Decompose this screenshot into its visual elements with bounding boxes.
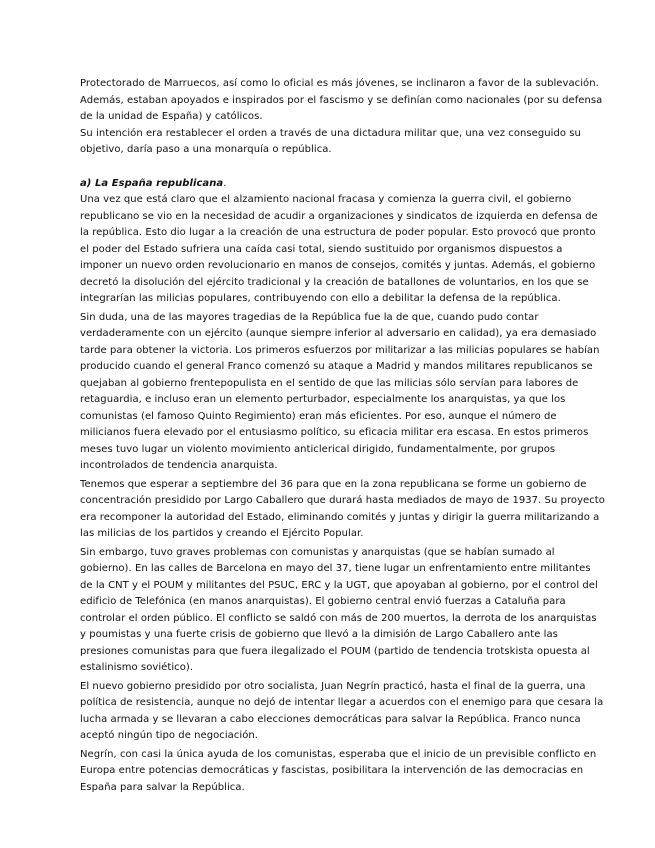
body-paragraph-1: Una vez que está claro que el alzamiento nacional fracasa y comienza la guerra civil, el gobierno republicano se vio en la necesidad de acudir a organizaciones y sindicatos de izquierda en defensa de la república. Esto dio lugar a la creación de una estructura de poder popular. Esto provocó que pronto el poder del Estado sufriera una caída casi total, siendo sustituido por organismos dispuestos a imponer un nuevo orden revolucionario en manos de consejos, comités y juntas. Además, el gobierno decretó la disolución del ejército tradicional y la creación de batallones de voluntarios, en los que se integrarían las milicias populares, contribuyendo con ello a debilitar la defensa de la república. — [80, 194, 598, 304]
section-heading-text: a) La España republicana — [80, 177, 224, 189]
section-heading — [80, 176, 605, 193]
body-paragraph-5: El nuevo gobierno presidido por otro socialista, Juan Negrín practicó, hasta el final de la guerra, una política de resistencia, aunque no dejó de intentar llegar a acuerdos con el enemigo para que cesara la lucha armada y se llevaran a cabo elecciones democráticas para salvar la República. Franco nunca aceptó ningún tipo de negociación. — [80, 680, 604, 741]
body-paragraph-4: Sin embargo, tuvo graves problemas con comunistas y anarquistas (que se habían sumado al gobierno). En las calles de Barcelona en mayo del 37, tiene lugar un enfrentamiento entre militantes de la CNT y el POUM y militantes del PSUC, ERC y la UGT, que apoyaban al gobierno, por el control del edificio de Telefónica (en manos anarquistas). El gobierno central envió fuerzas a Cataluña para controlar el orden público. El conflicto se saldó con más de 200 muertos, la derrota de los anarquistas y poumistas y una fuerte crisis de gobierno que llevó a la dimisión de Largo Caballero ante las presiones comunistas para que fuera ilegalizado el POUM (partido de tendencia trotskista opuesta al estalinismo soviético). — [80, 546, 598, 673]
body-paragraph-6: Negrín, con casi la única ayuda de los comunistas, esperaba que el inicio de un previsible conflicto en Europa entre potencias democráticas y fascistas, posibilitara la intervención de las democracias en España para salvar la República. — [80, 748, 597, 793]
section-heading-period: . — [223, 177, 227, 189]
body-paragraph-3: Tenemos que esperar a septiembre del 36 para que en la zona republicana se forme un gobierno de concentración presidido por Largo Caballero que durará hasta mediados de mayo de 1937. Su proyecto era recomponer la autoridad del Estado, eliminando comités y juntas y dirigir la guerra militarizando a las milicias de los partidos y creando el Ejército Popular. — [80, 478, 605, 539]
intro-paragraph-2: Su intención era restablecer el orden a través de una dictadura militar que, una vez conseguido su objetivo, daría paso a una monarquía o república. — [80, 127, 581, 155]
intro-paragraph-1: Protectorado de Marruecos, así como lo oficial es más jóvenes, se inclinaron a favor de la sublevación. Además, estaban apoyados e inspirados por el fascismo y se definían como nacionales (por su defensa de la unidad de España) y católicos. — [80, 78, 603, 122]
body-paragraph-2: Sin duda, una de las mayores tragedias de la República fue la de que, cuando pudo contar verdaderamente con un ejército (aunque siempre inferior al adversario en calidad), ya era demasiado tarde para obtener la victoria. Los primeros esfuerzos por militarizar a las milicias populares se habían producido cuando el general Franco comenzó su ataque a Madrid y mandos militares republicanos se quejaban al gobierno frentepopulista en el sentido de que las milicias sólo servían para labores de retaguardia, e incluso eran un elemento perturbador, especialmente los anarquistas, ya que los comunistas (el famoso Quinto Regimiento) eran más eficientes. Por eso, aunque el número de milicianos fuera elevado por el entusiasmo político, su eficacia militar era escasa. En estos primeros meses tuvo lugar un violento movimiento anticlerical dirigido, fundamentalmente, por grupos incontrolados de tendencia anarquista. — [80, 311, 600, 471]
